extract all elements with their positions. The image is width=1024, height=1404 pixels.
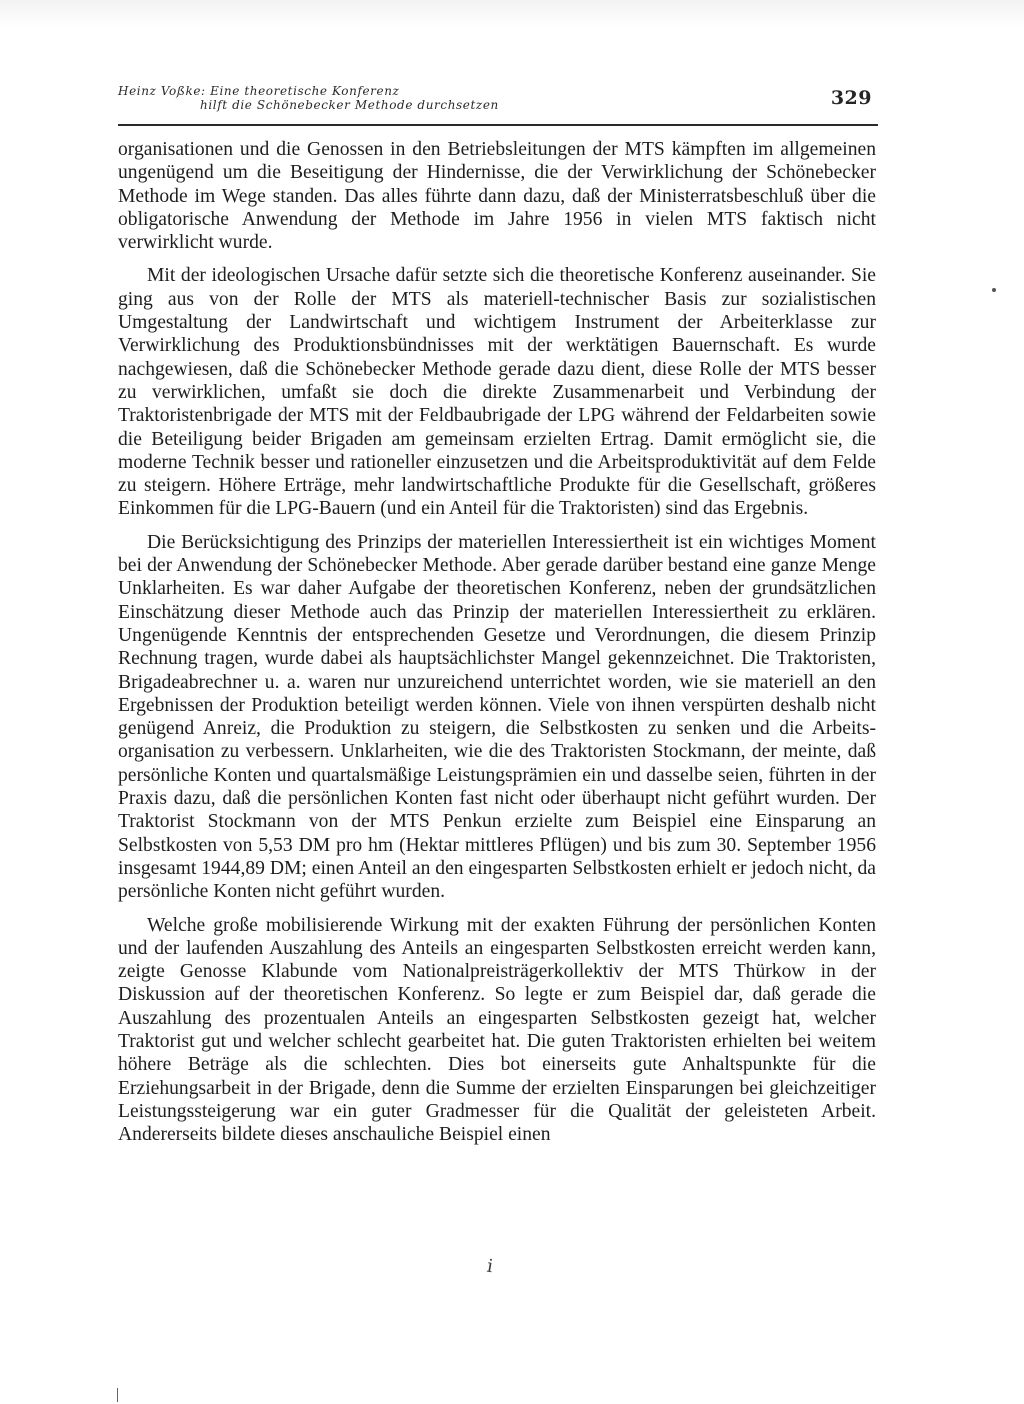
paragraph-3: Die Berücksichtigung des Prinzips der materiellen Interessiertheit ist ein wichtiges Moment bei der Anwendung der Schönebecker Methode. Aber gerade darüber bestand eine ganze Menge Unklarheiten. Es war daher Aufgabe der theoretischen Konferenz, neben der grundsätzlichen Einschätzung dieser Methode auch das Prinzip der materiellen Interessiertheit zu erklären. Ungenügende Kenntnis der entsprechenden Gesetze und Verordnungen, die diesem Prinzip Rechnung tragen, wurde dabei als hauptsächlichster Mangel gekennzeichnet. Die Traktoristen, Brigadeabrechner u. a. waren nur unzureichend unterrichtet worden, wie sie materiell an den Ergebnissen der Produktion beteiligt werden können. Viele von ihnen verspürten deshalb nicht genügend Anreiz, die Produktion zu steigern, die Selbstkosten zu senken und die Arbeitsorganisation zu verbessern. Unklarheiten, wie die des Traktoristen Stockmann, der meinte, daß persönliche Konten und quartalsmäßige Leistungsprämien ein und dasselbe seien, führten in der Praxis dazu, daß die persönlichen Konten fast nicht oder überhaupt nicht geführt wurden. Der Traktorist Stockmann von der MTS Penkun erzielte zum Beispiel eine Einsparung an Selbstkosten von 5,53 DM pro hm (Hektar mittleres Pflügen) und bis zum 30. September 1956 insgesamt 1944,89 DM; einen Anteil an den eingesparten Selbstkosten erhielt er jedoch nicht, da persönliche Konten nicht geführt wurden.	[118, 531, 876, 903]
header-title	[118, 84, 499, 112]
paragraph-4: Welche große mobilisierende Wirkung mit der exakten Führung der persönlichen Konten und der laufenden Auszahlung des Anteils an eingesparten Selbstkosten erreicht werden kann, zeigte Genosse Klabunde vom Nationalpreisträgerkollektiv der MTS Thürkow in der Diskussion auf der theoretischen Konferenz. So legte er zum Beispiel dar, daß gerade die Auszahlung des prozentualen Anteils an eingesparten Selbstkosten gezeigt hat, welcher Traktorist gut und welcher schlecht gearbeitet hat. Die guten Traktoristen erhielten bei weitem höhere Beträge als die schlechten. Dies bot einerseits gute Anhaltspunkte für die Erziehungsarbeit in der Brigade, denn die Summe der erzielten Einsparungen bei gleichzeitiger Leistungssteigerung war ein guter Gradmesser für die Qualität der geleisteten Arbeit. Andererseits bildete dieses anschauliche Beispiel einen	[118, 914, 876, 1146]
scan-speck	[992, 288, 996, 292]
running-header	[118, 84, 878, 126]
header-line-2: hilft die Schönebecker Methode durchsetzen	[200, 98, 499, 112]
page-number: 329	[830, 87, 872, 109]
paragraph-1: organisationen und die Genossen in den Betriebsleitungen der MTS kämpften im allgemeinen ungenügend um die Beseitigung der Hindernisse, die der Verwirklichung der Schönebecker Methode im Wege standen. Das alles führte dann dazu, daß der Ministerratsbeschluß über die obligatorische Anwendung der Methode im Jahre 1956 in vielen MTS faktisch nicht verwirklicht wurde.	[118, 139, 876, 254]
header-line-1: Heinz Voßke: Eine theoretische Konferenz	[118, 84, 400, 98]
scan-edge-line	[117, 1388, 118, 1402]
scan-top-edge	[0, 0, 1024, 28]
body-text	[118, 138, 876, 1156]
scan-mark: ⅰ	[485, 1255, 495, 1278]
paragraph-2: Mit der ideologischen Ursache dafür setzte sich die theoretische Konferenz auseinander. Sie ging aus von der Rolle der MTS als materiell-technischer Basis zur sozialistischen Umgestaltung der Landwirtschaft und wichtigem Instrument der Arbeiterklasse zur Verwirklichung des Produktionsbündnisses mit der werktätigen Bauernschaft. Es wurde nachgewiesen, daß die Schönebecker Methode gerade dazu dient, diese Rolle der MTS besser zu verwirklichen, umfaßt sie doch die direkte Zusammenarbeit und Verbindung der Traktoristenbrigade der MTS mit der Feldbaubrigade der LPG während der Feldarbeiten sowie die Beteiligung beider Brigaden am gemeinsam erzielten Ertrag. Damit ermöglicht sie, die moderne Technik besser und rationeller einzusetzen und die Arbeitsproduktivität auf dem Felde zu steigern. Höhere Erträge, mehr landwirtschaftliche Produkte für die Gesellschaft, größeres Einkommen für die LPG-Bauern (und ein Anteil für die Traktoristen) sind das Ergebnis.	[118, 265, 876, 520]
